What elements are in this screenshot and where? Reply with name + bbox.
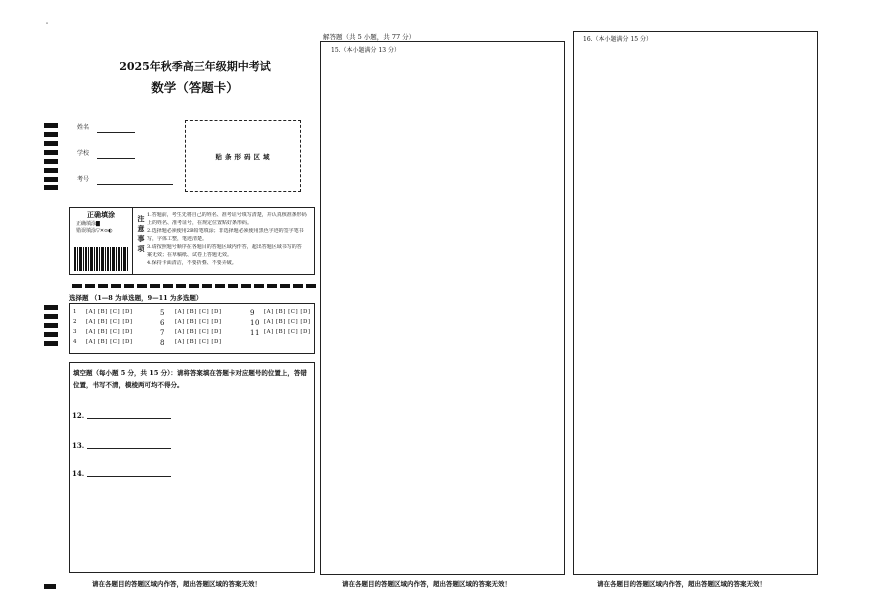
timing-marker bbox=[44, 584, 56, 589]
exam-no-label: 考号 bbox=[77, 176, 90, 183]
q-number: 10 bbox=[250, 319, 260, 327]
name-label: 姓名 bbox=[77, 124, 90, 131]
timing-bar bbox=[111, 284, 121, 288]
q-number: 6 bbox=[160, 319, 165, 327]
barcode-area bbox=[185, 120, 301, 192]
timing-marker bbox=[44, 332, 58, 337]
choice-options[interactable]: [A] [B] [C] [D] bbox=[175, 339, 222, 345]
choice-options[interactable]: [A] [B] [C] [D] bbox=[175, 309, 222, 315]
exam-title: 2025年秋季高三年级期中考试 bbox=[119, 60, 271, 73]
notes-side-label: 注意事项 bbox=[137, 214, 145, 253]
timing-bar bbox=[293, 284, 303, 288]
timing-bar bbox=[254, 284, 264, 288]
choice-grid bbox=[69, 303, 315, 354]
footer-warning: 请在各题目的答题区域内作答，超出答题区域的答案无效！ bbox=[597, 580, 766, 588]
timing-bar bbox=[280, 284, 290, 288]
q-number: 9 bbox=[250, 309, 255, 317]
fill-blank-section bbox=[69, 362, 315, 573]
choice-options[interactable]: [A] [B] [C] [D] bbox=[86, 319, 133, 325]
school-field[interactable] bbox=[97, 158, 135, 159]
timing-bar bbox=[241, 284, 251, 288]
q-number: 11 bbox=[250, 329, 260, 337]
timing-bar bbox=[228, 284, 238, 288]
footer-warning: 请在各题目的答题区域内作答，超出答题区域的答案无效！ bbox=[92, 580, 261, 588]
choice-options[interactable]: [A] [B] [C] [D] bbox=[175, 319, 222, 325]
q15-answer-area[interactable] bbox=[320, 41, 565, 575]
q-number: 5 bbox=[160, 309, 165, 317]
fill-blank-instructions: 填空题（每小题 5 分，共 15 分）：请将答案填在答题卡对应题号的位置上，答错位置，书写不清，模棱两可均不得分。 bbox=[73, 369, 307, 389]
timing-marker bbox=[44, 150, 58, 155]
solution-heading: 解答题（共 5 小题，共 77 分） bbox=[323, 33, 416, 41]
fill-sample-box bbox=[70, 208, 133, 274]
notes-text bbox=[147, 212, 313, 266]
timing-marker bbox=[44, 323, 58, 328]
q-number: 1 bbox=[73, 309, 77, 315]
timing-marker bbox=[44, 141, 58, 146]
note-line: 案无效；在草稿纸、试卷上答题无效。 bbox=[147, 252, 233, 258]
note-line: 2.选择题必须使用2B铅笔填涂；非选择题必须使用黑色字迹的签字笔书 bbox=[147, 228, 304, 234]
timing-marker bbox=[44, 314, 58, 319]
timing-bar bbox=[306, 284, 316, 288]
q-number: 8 bbox=[160, 339, 165, 347]
footer-warning: 请在各题目的答题区域内作答，超出答题区域的答案无效！ bbox=[342, 580, 511, 588]
choice-options[interactable]: [A] [B] [C] [D] bbox=[86, 339, 133, 345]
timing-marker bbox=[44, 305, 58, 310]
timing-bar bbox=[72, 284, 82, 288]
q15-label: 15.（本小题满分 13 分） bbox=[331, 47, 400, 54]
q16-label: 16.（本小题满分 15 分） bbox=[583, 36, 652, 43]
choice-options[interactable]: [A] [B] [C] [D] bbox=[264, 319, 311, 325]
q-number: 3 bbox=[73, 329, 77, 335]
timing-marker bbox=[44, 177, 58, 182]
name-field[interactable] bbox=[97, 132, 135, 133]
blank-number: 13. bbox=[72, 441, 85, 450]
exam-no-field[interactable] bbox=[97, 184, 173, 185]
timing-bar bbox=[189, 284, 199, 288]
timing-marker bbox=[44, 168, 58, 173]
corner-mark: " bbox=[46, 22, 49, 28]
choice-options[interactable]: [A] [B] [C] [D] bbox=[264, 329, 311, 335]
q16-answer-area[interactable] bbox=[573, 31, 818, 575]
fill-sample-line: 正确填涂▇ bbox=[76, 221, 100, 227]
timing-marker bbox=[44, 341, 58, 346]
timing-marker bbox=[44, 185, 58, 190]
choice-heading: 选择题 （1—8 为单选题，9—11 为多选题） bbox=[69, 294, 203, 302]
q-number: 2 bbox=[73, 319, 77, 325]
blank-number: 14. bbox=[72, 469, 85, 478]
choice-options[interactable]: [A] [B] [C] [D] bbox=[86, 329, 133, 335]
timing-bar bbox=[163, 284, 173, 288]
timing-marker bbox=[44, 159, 58, 164]
q-number: 4 bbox=[73, 339, 77, 345]
instructions-panel bbox=[69, 207, 315, 275]
timing-bar bbox=[267, 284, 277, 288]
timing-bar bbox=[176, 284, 186, 288]
timing-bar bbox=[150, 284, 160, 288]
note-line: 4.保持卡面清洁，不要折叠、不要弄破。 bbox=[147, 260, 237, 266]
timing-bar bbox=[202, 284, 212, 288]
exam-subtitle: 数学（答题卡） bbox=[151, 80, 239, 95]
fill-sample-line: 错误填涂▽✕⊙◐ bbox=[76, 228, 113, 234]
note-line: 1.答题前，考生先将自己的姓名、准考证号填写清楚，并认真核准条形码 bbox=[147, 212, 307, 218]
timing-bar bbox=[215, 284, 225, 288]
q-number: 7 bbox=[160, 329, 165, 337]
note-line: 上的姓名、准考证号，在规定位置贴好条形码。 bbox=[147, 220, 253, 226]
note-line: 3.请按照题号顺序在各题目的答题区域内作答，超出答题区域书写的答 bbox=[147, 244, 302, 250]
choice-options[interactable]: [A] [B] [C] [D] bbox=[175, 329, 222, 335]
blank-answer-line[interactable] bbox=[87, 476, 171, 477]
timing-marker bbox=[44, 123, 58, 128]
timing-marker bbox=[44, 132, 58, 137]
choice-options[interactable]: [A] [B] [C] [D] bbox=[86, 309, 133, 315]
timing-bar bbox=[124, 284, 134, 288]
choice-options[interactable]: [A] [B] [C] [D] bbox=[264, 309, 311, 315]
timing-bar bbox=[98, 284, 108, 288]
timing-bar bbox=[137, 284, 147, 288]
blank-answer-line[interactable] bbox=[87, 448, 171, 449]
fill-sample-title: 正确填涂 bbox=[87, 210, 115, 219]
blank-answer-line[interactable] bbox=[87, 418, 171, 419]
school-label: 学校 bbox=[77, 150, 90, 157]
blank-number: 12. bbox=[72, 411, 85, 420]
timing-bar bbox=[85, 284, 95, 288]
note-line: 写，字体工整，笔迹清楚。 bbox=[147, 236, 208, 242]
barcode-area-label: 贴条形码区域 bbox=[215, 153, 273, 161]
barcode-graphic bbox=[73, 246, 129, 272]
